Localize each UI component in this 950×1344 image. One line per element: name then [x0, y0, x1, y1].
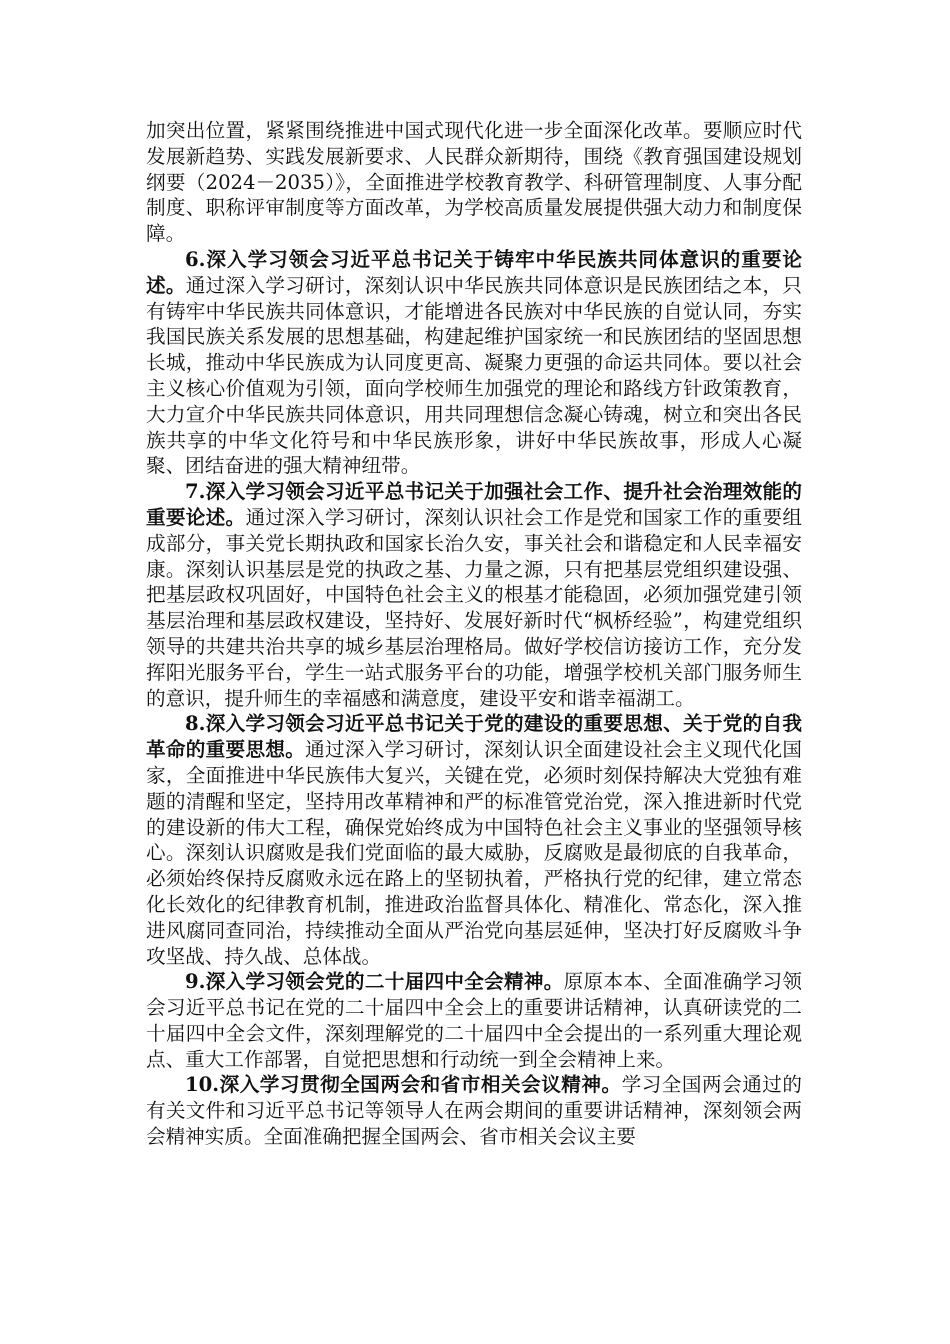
paragraph-body: 通过深入学习研讨，深刻认识中华民族共同体意识是民族团结之本，只有铸牢中华民族共同体意识，才能增进各民族对中华民族的自觉认同，夯实我国民族关系发展的思想基础，构建起维护国家统一和民族团结的坚固思想长城，推动中华民族成为认同度更高、凝聚力更强的命运共同体。要以社会主义核心价值观为引领，面向学校师生加强党的理论和路线方针政策教育，大力宣介中华民族共同体意识，用共同理想信念凝心铸魂，树立和突出各民族共享的中华文化符号和中华民族形象，讲好中华民族故事，形成人心凝聚、团结奋进的强大精神纽带。	[146, 273, 803, 478]
paragraph-body: 学习全国两会通过的有关文件和习近平总书记等领导人在两会期间的重要讲话精神，深刻领会两会精神实质。全面准确把握全国两会、省市相关会议主要	[146, 1073, 803, 1149]
paragraph-item-7	[146, 479, 802, 711]
paragraph-heading: 7.深入学习领会习近平总书记关于加强社会工作、提升社会治理效能的重要论述。	[146, 480, 802, 529]
paragraph-item-9	[146, 969, 802, 1072]
paragraph-body: 原原本本、全面准确学习领会习近平总书记在党的二十届四中全会上的重要讲话精神，认真研读党的二十届四中全会文件，深刻理解党的二十届四中全会提出的一系列重大理论观点、重大工作部署，自觉把思想和行动统一到全会精神上来。	[146, 970, 802, 1071]
paragraph-heading: 8.深入学习领会习近平总书记关于党的建设的重要思想、关于党的自我革命的重要思想。	[146, 712, 802, 762]
paragraph-item-6	[146, 247, 802, 479]
paragraph-body: 通过深入学习研讨，深刻认识全面建设社会主义现代化国家，全面推进中华民族伟大复兴，关键在党，必须时刻保持解决大党独有难题的清醒和坚定，坚持用改革精神和严的标准管党治党，深入推进新时代党的建设新的伟大工程，确保党始终成为中国特色社会主义事业的坚强领导核心。深刻认识腐败是我们党面临的最大威胁，反腐败是最彻底的自我革命，必须始终保持反腐败永远在路上的坚韧执着，严格执行党的纪律，建立常态化长效化的纪律教育机制，推进政治监督具体化、精准化、常态化，深入推进风腐同查同治，持续推动全面从严治党向基层延伸，坚决打好反腐败斗争攻坚战、持久战、总体战。	[146, 738, 803, 968]
paragraph-heading: 9.深入学习领会党的二十届四中全会精神。	[185, 970, 564, 994]
paragraph-item-10	[146, 1072, 802, 1149]
document-page	[146, 118, 802, 1150]
paragraph-body: 加突出位置，紧紧围绕推进中国式现代化进一步全面深化改革。要顺应时代发展新趋势、实践发展新要求、人民群众新期待，围绕《教育强国建设规划纲要（2024－2035）》，全面推进学校教育教学、科研管理制度、人事分配制度、职称评审制度等方面改革，为学校高质量发展提供强大动力和制度保障。	[146, 119, 802, 246]
paragraph-body: 通过深入学习研讨，深刻认识社会工作是党和国家工作的重要组成部分，事关党长期执政和国家长治久安，事关社会和谐稳定和人民幸福安康。深刻认识基层是党的执政之基、力量之源，只有把基层党组织建设强、把基层政权巩固好，中国特色社会主义的根基才能稳固，必须加强党建引领基层治理和基层政权建设，坚持好、发展好新时代“枫桥经验”，构建党组织领导的共建共治共享的城乡基层治理格局。做好学校信访接访工作，充分发挥阳光服务平台，学生一站式服务平台的功能，增强学校机关部门服务师生的意识，提升师生的幸福感和满意度，建设平安和谐幸福湖工。	[146, 505, 803, 710]
paragraph-item-8	[146, 711, 802, 969]
paragraph-heading: 6.深入学习领会习近平总书记关于铸牢中华民族共同体意识的重要论述。	[146, 247, 802, 297]
paragraph-reform-continued	[146, 118, 802, 247]
paragraph-heading: 10.深入学习贯彻全国两会和省市相关会议精神。	[185, 1073, 622, 1097]
